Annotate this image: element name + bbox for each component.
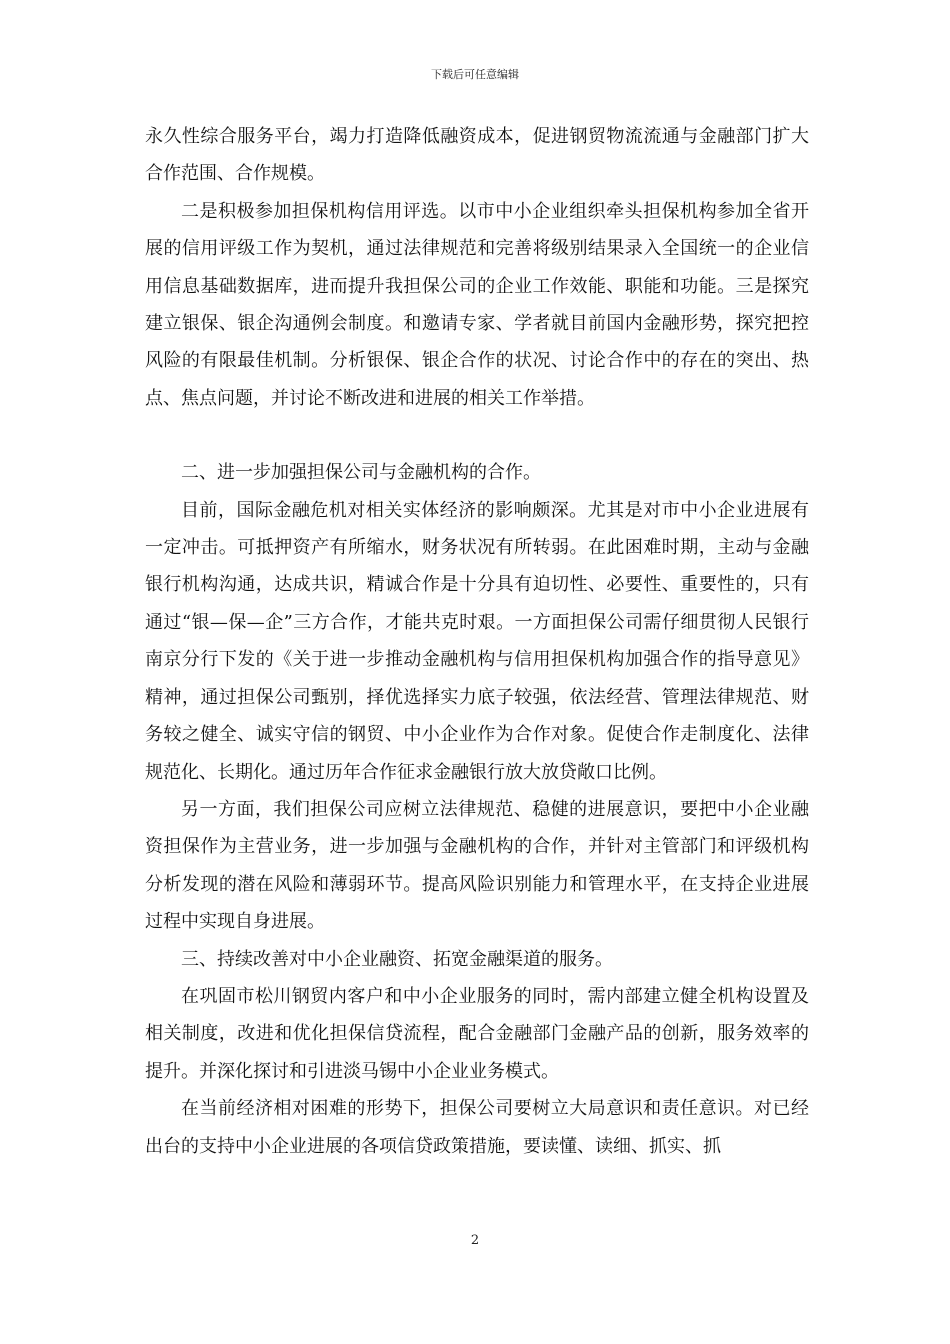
paragraph-continuation: 永久性综合服务平台，竭力打造降低融资成本，促进钢贸物流流通与金融部门扩大合作范围、合作规模。 [145, 126, 809, 185]
paragraph: 在巩固市松川钢贸内客户和中小企业服务的同时，需内部建立健全机构设置及相关制度，改进和优化担保信贷流程，配合金融部门金融产品的创新，服务效率的提升。并深化探讨和引进淡马锡中小企业业务模式。 [145, 985, 809, 1082]
document-body [145, 118, 809, 1165]
paragraph-gap [145, 417, 809, 454]
paragraph: 在当前经济相对困难的形势下，担保公司要树立大局意识和责任意识。对已经出台的支持中小企业进展的各项信贷政策措施，要读懂、读细、抓实、抓 [145, 1098, 809, 1157]
section-heading: 三、持续改善对中小企业融资、拓宽金融渠道的服务。 [181, 948, 613, 970]
paragraph: 二是积极参加担保机构信用评选。以市中小企业组织牵头担保机构参加全省开展的信用评级工作为契机，通过法律规范和完善将级别结果录入全国统一的企业信用信息基础数据库，进而提升我担保公司的企业工作效能、职能和功能。三是探究建立银保、银企沟通例会制度。和邀请专家、学者就目前国内金融形势，探究把控风险的有限最佳机制。分析银保、银企合作的状况、讨论合作中的存在的突出、热点、焦点问题，并讨论不断改进和进展的相关工作举措。 [145, 200, 809, 409]
page-header: 下载后可任意编辑 [431, 68, 519, 81]
page-number: 2 [470, 1233, 480, 1248]
section-heading: 二、进一步加强担保公司与金融机构的合作。 [181, 462, 541, 484]
paragraph: 目前，国际金融危机对相关实体经济的影响颇深。尤其是对市中小企业进展有一定冲击。可抵押资产有所缩水，财务状况有所转弱。在此困难时期，主动与金融银行机构沟通，达成共识，精诚合作是十分具有迫切性、必要性、重要性的，只有通过“银—保—企”三方合作，才能共克时艰。一方面担保公司需仔细贯彻人民银行南京分行下发的《关于进一步推动金融机构与信用担保机构加强合作的指导意见》精神，通过担保公司甄别，择优选择实力底子较强，依法经营、管理法律规范、财务较之健全、诚实守信的钢贸、中小企业作为合作对象。促使合作走制度化、法律规范化、长期化。通过历年合作征求金融银行放大放贷敞口比例。 [145, 499, 809, 783]
paragraph: 另一方面，我们担保公司应树立法律规范、稳健的进展意识，要把中小企业融资担保作为主营业务，进一步加强与金融机构的合作，并针对主管部门和评级机构分析发现的潜在风险和薄弱环节。提高风险识别能力和管理水平，在支持企业进展过程中实现自身进展。 [145, 798, 809, 933]
